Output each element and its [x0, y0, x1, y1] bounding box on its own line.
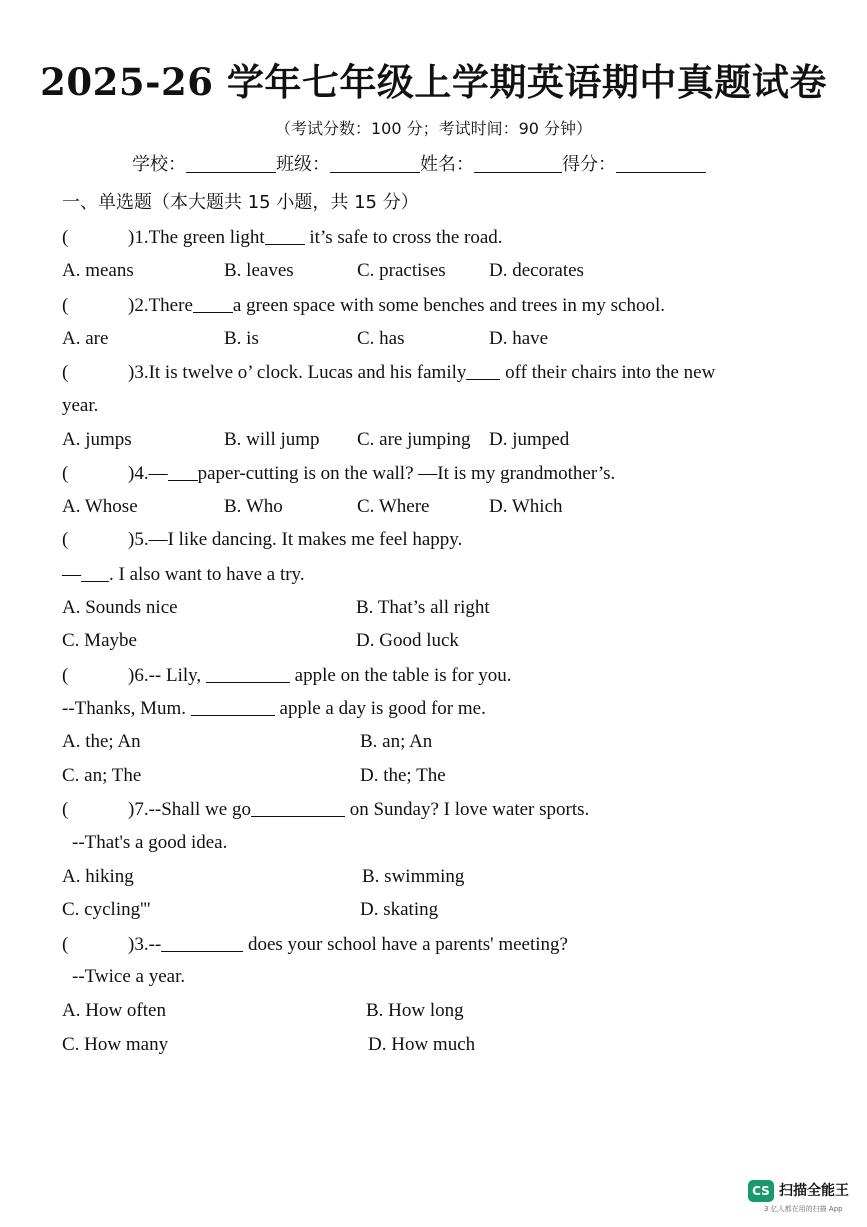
question-1: ( )1.The green light it’s safe to cross the road.: [62, 227, 503, 248]
score-label: 得分：: [562, 154, 616, 175]
camscanner-logo-icon: CS: [748, 1180, 774, 1202]
option-c[interactable]: C. has: [357, 328, 405, 349]
option-d[interactable]: D. Which: [489, 496, 563, 517]
question-5-reply: — . I also want to have a try.: [62, 564, 305, 585]
question-3-continued: year.: [62, 395, 99, 416]
option-a[interactable]: A. hiking: [62, 866, 134, 887]
option-a[interactable]: A. the; An: [62, 731, 141, 752]
option-c[interactable]: C. Maybe: [62, 630, 137, 651]
option-b[interactable]: B. That’s all right: [356, 597, 490, 618]
option-d[interactable]: D. skating: [360, 899, 439, 920]
option-a[interactable]: A. are: [62, 328, 109, 349]
name-field[interactable]: [474, 154, 562, 173]
question-4: ( )4.— paper-cutting is on the wall? —It is my grandmother’s.: [62, 463, 616, 484]
option-c[interactable]: C. How many: [62, 1034, 169, 1055]
question-8: ( )3.-- does your school have a parents' meeting?: [62, 934, 568, 955]
school-label: 学校：: [132, 154, 186, 175]
option-b[interactable]: B. will jump: [224, 429, 320, 450]
option-d[interactable]: D. How much: [368, 1034, 476, 1055]
option-b[interactable]: B. Who: [224, 496, 283, 517]
question-7-reply: --That's a good idea.: [72, 832, 228, 853]
question-8-reply: --Twice a year.: [72, 966, 186, 987]
question-5: ( )5.—I like dancing. It makes me feel happy.: [62, 529, 463, 550]
camscanner-tagline: 3 亿人都在用的扫描 App: [764, 1205, 843, 1213]
option-b[interactable]: B. leaves: [224, 260, 294, 281]
option-d[interactable]: D. the; The: [360, 765, 446, 786]
option-c[interactable]: C. an; The: [62, 765, 142, 786]
score-field[interactable]: [616, 154, 706, 173]
exam-info: （考试分数：100 分；考试时间：90 分钟）: [274, 119, 593, 138]
option-b[interactable]: B. is: [224, 328, 259, 349]
class-label: 班级：: [276, 154, 330, 175]
question-6: ( )6.-- Lily, apple on the table is for you.: [62, 665, 512, 686]
option-c[interactable]: C. practises: [357, 260, 446, 281]
answer-blank[interactable]: [206, 664, 290, 683]
option-a[interactable]: A. Whose: [62, 496, 138, 517]
question-3: ( )3.It is twelve o’ clock. Lucas and his family off their chairs into the new: [62, 362, 716, 383]
answer-blank[interactable]: [168, 462, 198, 481]
answer-blank[interactable]: [193, 294, 233, 313]
school-field[interactable]: [186, 154, 276, 173]
option-a[interactable]: A. Sounds nice: [62, 597, 178, 618]
answer-blank[interactable]: [81, 563, 109, 582]
option-d[interactable]: D. Good luck: [356, 630, 459, 651]
answer-blank[interactable]: [265, 226, 305, 245]
page-title: 2025-26 学年七年级上学期英语期中真题试卷: [40, 60, 827, 104]
option-b[interactable]: B. How long: [366, 1000, 464, 1021]
answer-blank[interactable]: [251, 798, 345, 817]
section-heading: 一、单选题（本大题共 15 小题，共 15 分）: [62, 192, 419, 213]
option-b[interactable]: B. an; An: [360, 731, 433, 752]
option-a[interactable]: A. How often: [62, 1000, 166, 1021]
option-a[interactable]: A. means: [62, 260, 134, 281]
option-c[interactable]: C. are jumping: [357, 429, 471, 450]
question-2: ( )2.There a green space with some benches and trees in my school.: [62, 295, 666, 316]
answer-blank[interactable]: [466, 361, 500, 380]
camscanner-name: 扫描全能王: [779, 1183, 849, 1199]
option-a[interactable]: A. jumps: [62, 429, 132, 450]
option-d[interactable]: D. decorates: [489, 260, 584, 281]
class-field[interactable]: [330, 154, 420, 173]
student-info-line: [132, 150, 706, 176]
answer-blank[interactable]: [161, 933, 243, 952]
option-d[interactable]: D. have: [489, 328, 549, 349]
option-d[interactable]: D. jumped: [489, 429, 570, 450]
answer-blank[interactable]: [191, 697, 275, 716]
question-6-reply: --Thanks, Mum. apple a day is good for me.: [62, 698, 486, 719]
name-label: 姓名：: [420, 154, 474, 175]
option-b[interactable]: B. swimming: [362, 866, 465, 887]
option-c[interactable]: C. cycling''': [62, 899, 151, 920]
option-c[interactable]: C. Where: [357, 496, 430, 517]
question-7: ( )7.--Shall we go on Sunday? I love water sports.: [62, 799, 590, 820]
